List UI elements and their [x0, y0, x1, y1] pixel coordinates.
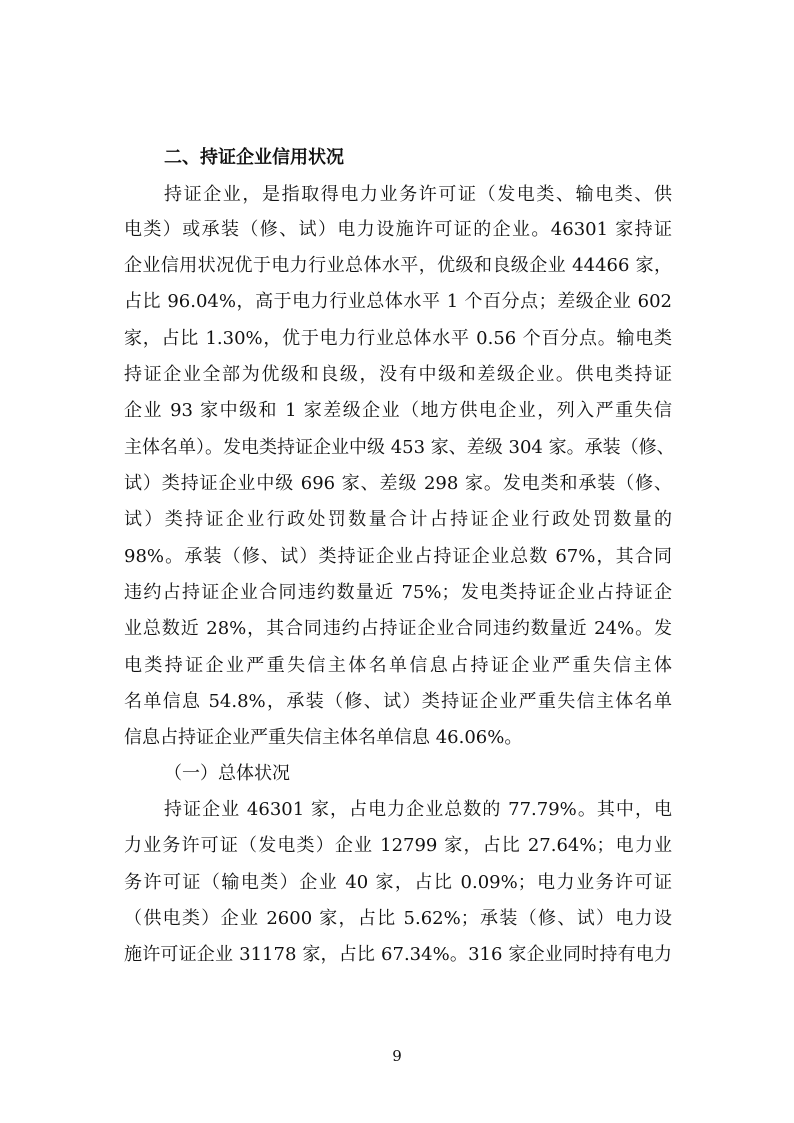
- page-number: 9: [392, 1047, 402, 1065]
- section-heading: 二、持证企业信用状况: [164, 147, 344, 168]
- paragraph-line: 务许可证（输电类）企业 40 家，占比 0.09%；电力业务许可证: [124, 872, 672, 893]
- paragraph-line: 占比 96.04%，高于电力行业总体水平 1 个百分点；差级企业 602: [124, 291, 672, 312]
- paragraph-line: 试）类持证企业行政处罚数量合计占持证企业行政处罚数量的: [124, 509, 672, 530]
- paragraph-line: 家，占比 1.30%，优于电力行业总体水平 0.56 个百分点。输电类: [124, 328, 672, 349]
- paragraph-line: 主体名单）。发电类持证企业中级 453 家、差级 304 家。承装（修、: [124, 437, 675, 458]
- paragraph-line: 名单信息 54.8%，承装（修、试）类持证企业严重失信主体名单: [124, 691, 672, 712]
- paragraph-line: 持证企业 46301 家，占电力企业总数的 77.79%。其中，电: [164, 799, 672, 820]
- paragraph-line: 持证企业全部为优级和良级，没有中级和差级企业。供电类持证: [124, 364, 672, 385]
- paragraph-line: 业总数近 28%，其合同违约占持证企业合同违约数量近 24%。发: [124, 618, 672, 639]
- paragraph-line: 违约占持证企业合同违约数量近 75%；发电类持证企业占持证企: [124, 582, 672, 603]
- paragraph-line: 试）类持证企业中级 696 家、差级 298 家。发电类和承装（修、: [124, 473, 672, 494]
- paragraph-line: 企业 93 家中级和 1 家差级企业（地方供电企业，列入严重失信: [124, 400, 672, 421]
- paragraph-line: （供电类）企业 2600 家，占比 5.62%；承装（修、试）电力设: [124, 908, 672, 929]
- paragraph-line: 信息占持证企业严重失信主体名单信息 46.06%。: [124, 727, 523, 748]
- paragraph-line: 施许可证企业 31178 家，占比 67.34%。316 家企业同时持有电力: [124, 944, 672, 965]
- paragraph-line: 电类）或承装（修、试）电力设施许可证的企业。46301 家持证: [124, 219, 672, 240]
- paragraph-line: 电类持证企业严重失信主体名单信息占持证企业严重失信主体: [124, 655, 672, 676]
- paragraph-line: 98%。承装（修、试）类持证企业占持证企业总数 67%，其合同: [124, 546, 672, 567]
- subsection-heading: （一）总体状况: [164, 763, 290, 784]
- paragraph-line: 企业信用状况优于电力行业总体水平，优级和良级企业 44466 家，: [124, 255, 672, 276]
- paragraph-line: 力业务许可证（发电类）企业 12799 家，占比 27.64%；电力业: [124, 835, 672, 856]
- paragraph-line: 持证企业，是指取得电力业务许可证（发电类、输电类、供: [164, 184, 672, 205]
